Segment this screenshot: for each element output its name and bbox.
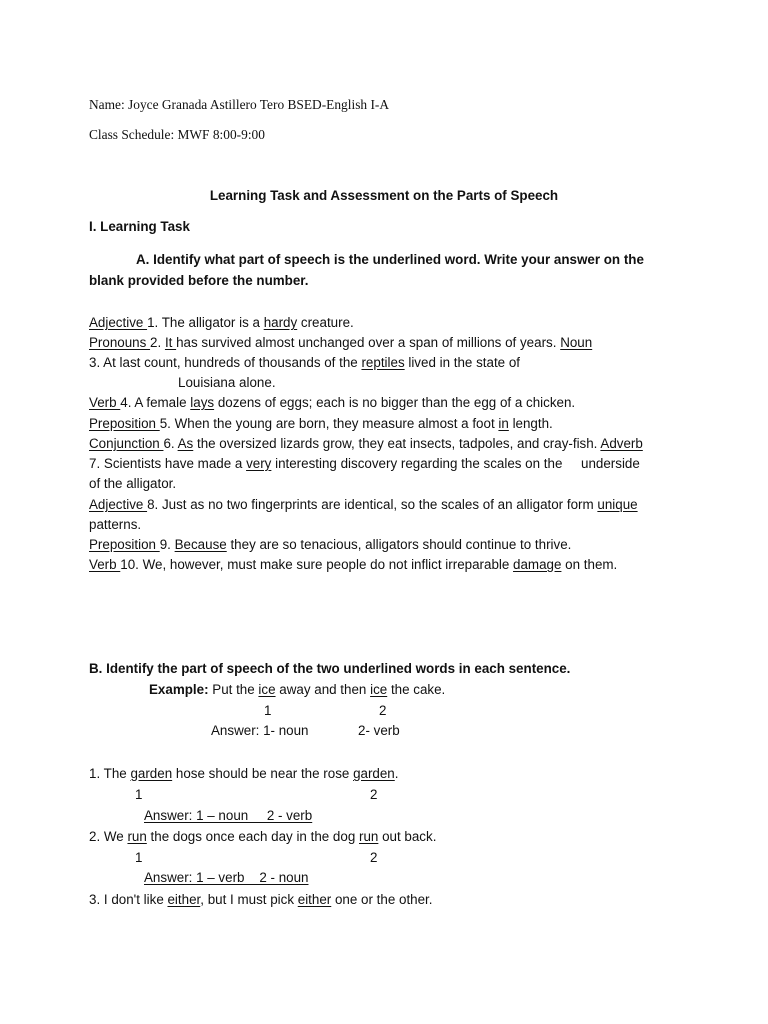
item-5: Preposition 5. When the young are born, they measure almost a foot in length. bbox=[89, 416, 553, 431]
item-1: Adjective 1. The alligator is a hardy creature. bbox=[89, 315, 354, 330]
document-title: Learning Task and Assessment on the Parts of Speech bbox=[209, 188, 559, 203]
item-10: Verb 10. We, however, must make sure people do not inflict irreparable damage on them. bbox=[89, 557, 618, 572]
underlined-word-6: As bbox=[177, 436, 194, 451]
answer-5: Preposition bbox=[89, 416, 160, 431]
question-2-word-2: run bbox=[359, 829, 379, 844]
instruction-a-line2: blank provided before the number. bbox=[89, 273, 309, 288]
class-schedule: Class Schedule: MWF 8:00-9:00 bbox=[89, 127, 265, 142]
item-9: Preposition 9. Because they are so tenacious, alligators should continue to thrive. bbox=[89, 537, 572, 552]
example-word-2: ice bbox=[370, 682, 388, 697]
question-1: 1. The garden hose should be near the rose garden. bbox=[89, 766, 399, 781]
item-4: Verb 4. A female lays dozens of eggs; each is no bigger than the egg of a chicken. bbox=[89, 395, 576, 410]
question-1-answer: Answer: 1 – noun 2 - verb bbox=[144, 808, 313, 823]
example-label: Example: bbox=[149, 682, 209, 697]
question-1-word-2: garden bbox=[353, 766, 395, 781]
answer-10: Verb bbox=[89, 557, 121, 572]
question-3-word-2: either bbox=[297, 892, 332, 907]
underlined-word-8: unique bbox=[597, 497, 638, 512]
question-3: 3. I don't like either, but I must pick either one or the other. bbox=[89, 892, 433, 907]
answer-4: Verb bbox=[89, 395, 121, 410]
instruction-b: B. Identify the part of speech of the two underlined words in each sentence. bbox=[89, 661, 571, 676]
answer-1: Adjective bbox=[89, 315, 148, 330]
question-2-marker-1: 1 bbox=[135, 850, 143, 865]
item-3-continued: Louisiana alone. bbox=[178, 375, 276, 390]
underlined-word-7: very bbox=[246, 456, 272, 471]
answer-8: Adjective bbox=[89, 497, 148, 512]
answer-7: Adverb bbox=[600, 436, 643, 451]
underlined-word-3: reptiles bbox=[361, 355, 405, 370]
answer-6: Conjunction bbox=[89, 436, 164, 451]
underlined-word-1: hardy bbox=[263, 315, 298, 330]
question-1-word-1: garden bbox=[130, 766, 173, 781]
question-2-word-1: run bbox=[127, 829, 147, 844]
item-3: 3. At last count, hundreds of thousands of the reptiles lived in the state of bbox=[89, 355, 521, 370]
example-word-1: ice bbox=[258, 682, 276, 697]
question-2-answer: Answer: 1 – verb 2 - noun bbox=[144, 870, 309, 885]
question-1-marker-1: 1 bbox=[135, 787, 143, 802]
example-marker-1: 1 bbox=[264, 703, 272, 718]
example-marker-2: 2 bbox=[379, 703, 387, 718]
student-name: Name: Joyce Granada Astillero Tero BSED-English I-A bbox=[89, 97, 390, 112]
answer-2: Pronouns bbox=[89, 335, 151, 350]
item-7-continued: of the alligator. bbox=[89, 476, 177, 491]
item-8-continued: patterns. bbox=[89, 517, 142, 532]
question-3-word-1: either bbox=[167, 892, 201, 907]
example-answer-1: Answer: 1- noun bbox=[211, 723, 309, 738]
underlined-word-5: in bbox=[498, 416, 509, 431]
underlined-word-4: lays bbox=[190, 395, 215, 410]
instruction-a-line1: A. Identify what part of speech is the underlined word. Write your answer on the bbox=[136, 252, 644, 267]
answer-3: Noun bbox=[560, 335, 593, 350]
question-1-marker-2: 2 bbox=[370, 787, 378, 802]
item-8: Adjective 8. Just as no two fingerprints are identical, so the scales of an alligator form unique bbox=[89, 497, 638, 512]
item-6: Conjunction 6. As the oversized lizards grow, they eat insects, tadpoles, and cray-fish. Adverb bbox=[89, 436, 643, 451]
underlined-word-10: damage bbox=[513, 557, 562, 572]
answer-9: Preposition bbox=[89, 537, 160, 552]
question-2-marker-2: 2 bbox=[370, 850, 378, 865]
section-heading-learning-task: I. Learning Task bbox=[89, 219, 190, 234]
item-7: 7. Scientists have made a very interesting discovery regarding the scales on the underside bbox=[89, 456, 640, 471]
example-sentence: Example: Put the ice away and then ice the cake. bbox=[149, 682, 446, 697]
item-2: Pronouns 2. It has survived almost unchanged over a span of millions of years. Noun bbox=[89, 335, 593, 350]
question-2: 2. We run the dogs once each day in the dog run out back. bbox=[89, 829, 437, 844]
example-answer-2: 2- verb bbox=[358, 723, 400, 738]
underlined-word-9: Because bbox=[174, 537, 227, 552]
underlined-word-2: It bbox=[164, 335, 177, 350]
